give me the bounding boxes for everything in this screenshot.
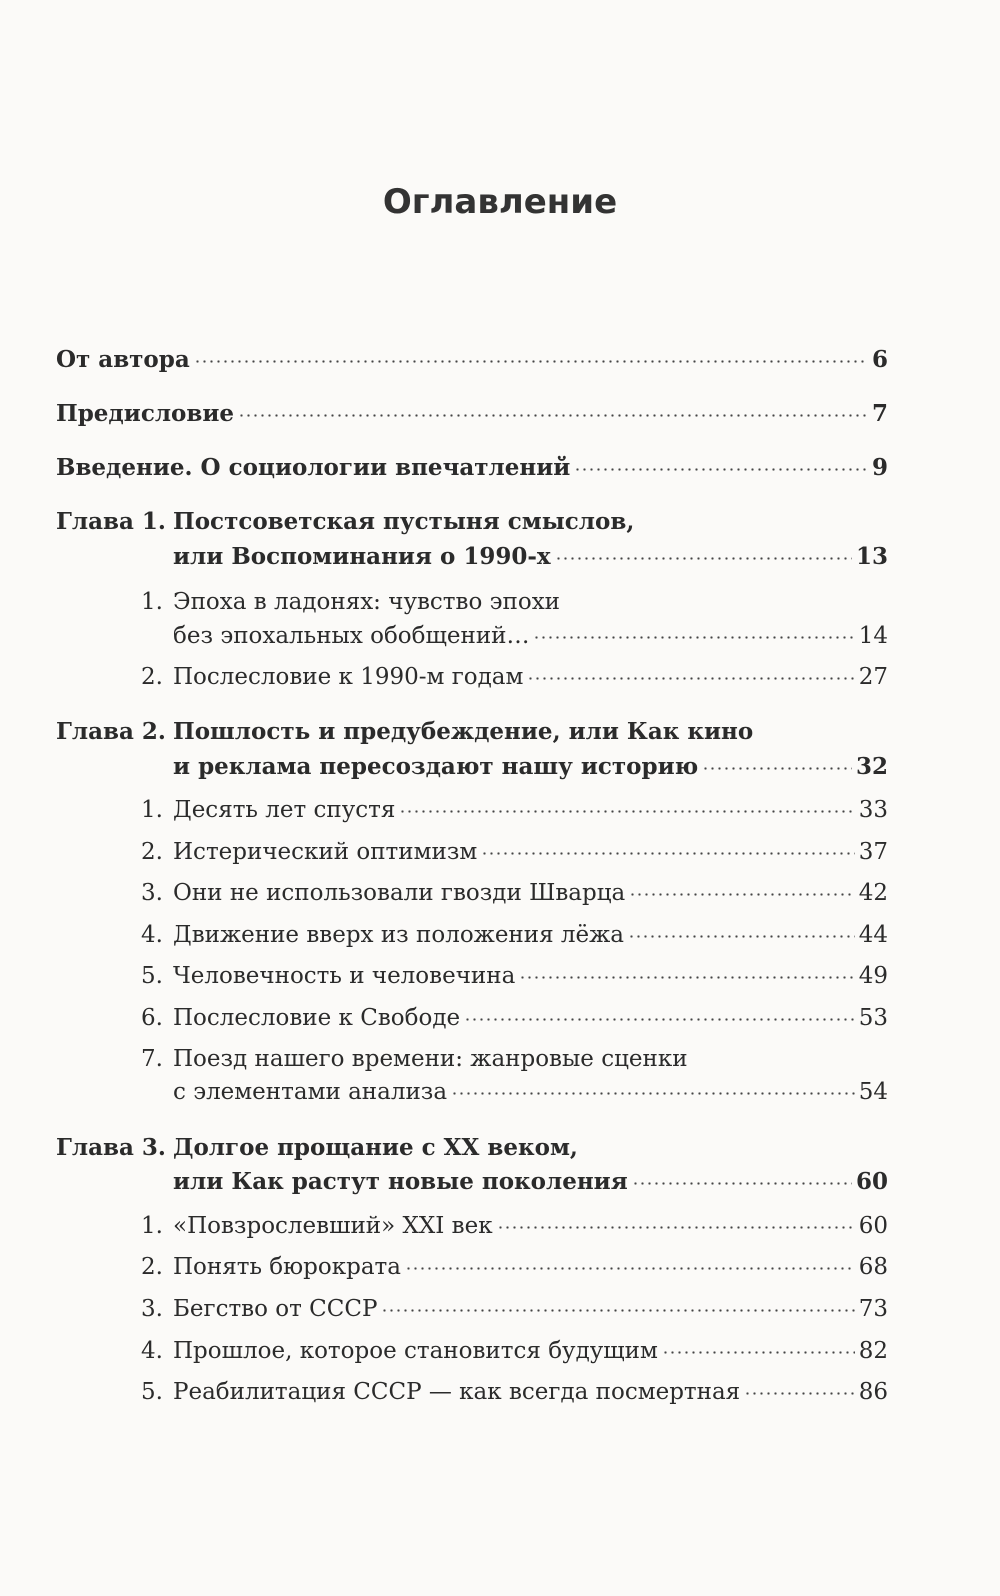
section-entry[interactable] (56, 661, 888, 693)
dot-leader (381, 1309, 854, 1312)
section-title-line1: Поезд нашего времени: жанровые сценки (173, 1046, 688, 1072)
section-number: 2. (141, 664, 163, 690)
toc-page-number: 27 (858, 664, 888, 690)
dot-leader (662, 1351, 855, 1354)
toc-page-number: 68 (858, 1254, 888, 1280)
dot-leader (451, 1092, 855, 1095)
dot-leader (632, 1182, 852, 1185)
toc-entry[interactable] (56, 398, 888, 430)
section-number: 1. (141, 1213, 163, 1239)
dot-leader (555, 557, 852, 560)
section-entry[interactable] (56, 877, 888, 909)
chapter-title-line1: Пошлость и предубеждение, или Как кино (173, 718, 754, 745)
dot-leader (533, 636, 854, 639)
dot-leader (702, 767, 852, 770)
page-title: Оглавление (382, 182, 618, 222)
toc-entry[interactable] (56, 344, 888, 376)
dot-leader (497, 1226, 855, 1229)
toc-page-number: 37 (858, 839, 888, 865)
section-entry[interactable] (56, 960, 888, 992)
section-entry[interactable] (56, 1251, 888, 1283)
chapter-title-line1: Постсоветская пустыня смыслов, (173, 508, 635, 535)
toc-entry[interactable] (56, 541, 888, 573)
chapter-title-line2: и реклама пересоздают нашу историю (173, 753, 699, 780)
section-number: 5. (141, 1379, 163, 1405)
section-title-line2: без эпохальных обобщений… (173, 623, 530, 649)
section-title: Десять лет спустя (173, 797, 396, 823)
toc-entry[interactable] (56, 751, 888, 783)
toc-entry-label: Введение. О социологии впечатлений (56, 454, 571, 481)
toc-page-number: 86 (858, 1379, 888, 1405)
section-title: Движение вверх из положения лёжа (173, 922, 625, 948)
dot-leader (481, 852, 854, 855)
dot-leader (744, 1392, 855, 1395)
section-title: Бегство от СССР (173, 1296, 378, 1322)
toc-entry-label: От автора (56, 346, 190, 373)
toc-page-number: 53 (858, 1005, 888, 1031)
toc-entry[interactable] (56, 1166, 888, 1198)
dot-leader (628, 935, 855, 938)
toc-page-number: 32 (855, 753, 888, 780)
section-entry[interactable] (56, 586, 560, 618)
section-number: 6. (141, 1005, 163, 1031)
chapter-title-line2: или Воспоминания о 1990-х (173, 543, 551, 570)
toc-page-number: 60 (858, 1213, 888, 1239)
dot-leader (629, 893, 854, 896)
chapter-prefix: Глава 2. (56, 718, 166, 745)
toc-page-number: 82 (858, 1338, 888, 1364)
toc-page-number: 73 (858, 1296, 888, 1322)
toc-page-number: 42 (858, 880, 888, 906)
dot-leader (399, 810, 854, 813)
toc-entry[interactable] (56, 452, 888, 484)
chapter-heading[interactable] (56, 716, 753, 748)
toc-page-number: 13 (855, 543, 888, 570)
dot-leader (527, 677, 854, 680)
section-title-line2: с элементами анализа (173, 1079, 448, 1105)
section-entry[interactable] (56, 836, 888, 868)
toc-page-number: 33 (858, 797, 888, 823)
dot-leader (574, 468, 868, 471)
section-title: Прошлое, которое становится будущим (173, 1338, 658, 1364)
toc-page-number: 14 (858, 623, 888, 649)
section-number: 5. (141, 963, 163, 989)
toc-page-number: 9 (871, 454, 888, 481)
toc-page-number: 49 (858, 963, 888, 989)
toc-entry-label: Предисловие (56, 400, 235, 427)
section-entry[interactable] (56, 1335, 888, 1367)
toc-page-number: 54 (858, 1079, 888, 1105)
section-title: Понять бюрократа (173, 1254, 401, 1280)
toc-entry[interactable] (56, 1076, 888, 1108)
section-title: Послесловие к Свободе (173, 1005, 461, 1031)
section-number: 1. (141, 589, 163, 615)
dot-leader (194, 360, 868, 363)
section-title: Истерический оптимизм (173, 839, 478, 865)
section-number: 4. (141, 922, 163, 948)
section-entry[interactable] (56, 794, 888, 826)
section-number: 1. (141, 797, 163, 823)
section-entry[interactable] (56, 1210, 888, 1242)
chapter-title-line1: Долгое прощание с XX веком, (173, 1134, 578, 1161)
section-entry[interactable] (56, 1002, 888, 1034)
toc-page-number: 6 (871, 346, 888, 373)
chapter-heading[interactable] (56, 506, 634, 538)
section-entry[interactable] (56, 1293, 888, 1325)
section-entry[interactable] (56, 1376, 888, 1408)
section-number: 3. (141, 880, 163, 906)
dot-leader (238, 414, 868, 417)
dot-leader (464, 1018, 855, 1021)
section-number: 7. (141, 1046, 163, 1072)
section-title: «Повзрослевший» XXI век (173, 1213, 493, 1239)
section-entry[interactable] (56, 1043, 688, 1075)
toc-page-number: 44 (858, 922, 888, 948)
section-title-line1: Эпоха в ладонях: чувство эпохи (173, 589, 560, 615)
section-title: Человечность и человечина (173, 963, 516, 989)
chapter-prefix: Глава 3. (56, 1134, 166, 1161)
section-title: Реабилитация СССР — как всегда посмертная (173, 1379, 741, 1405)
dot-leader (519, 976, 854, 979)
dot-leader (405, 1267, 855, 1270)
section-entry[interactable] (56, 919, 888, 951)
toc-entry[interactable] (56, 620, 888, 652)
section-number: 2. (141, 1254, 163, 1280)
section-title: Они не использовали гвозди Шварца (173, 880, 626, 906)
chapter-heading[interactable] (56, 1132, 578, 1164)
section-number: 3. (141, 1296, 163, 1322)
chapter-prefix: Глава 1. (56, 508, 166, 535)
chapter-title-line2: или Как растут новые поколения (173, 1168, 628, 1195)
section-number: 2. (141, 839, 163, 865)
section-number: 4. (141, 1338, 163, 1364)
section-title: Послесловие к 1990-м годам (173, 664, 524, 690)
toc-page-number: 7 (871, 400, 888, 427)
toc-page-number: 60 (855, 1168, 888, 1195)
